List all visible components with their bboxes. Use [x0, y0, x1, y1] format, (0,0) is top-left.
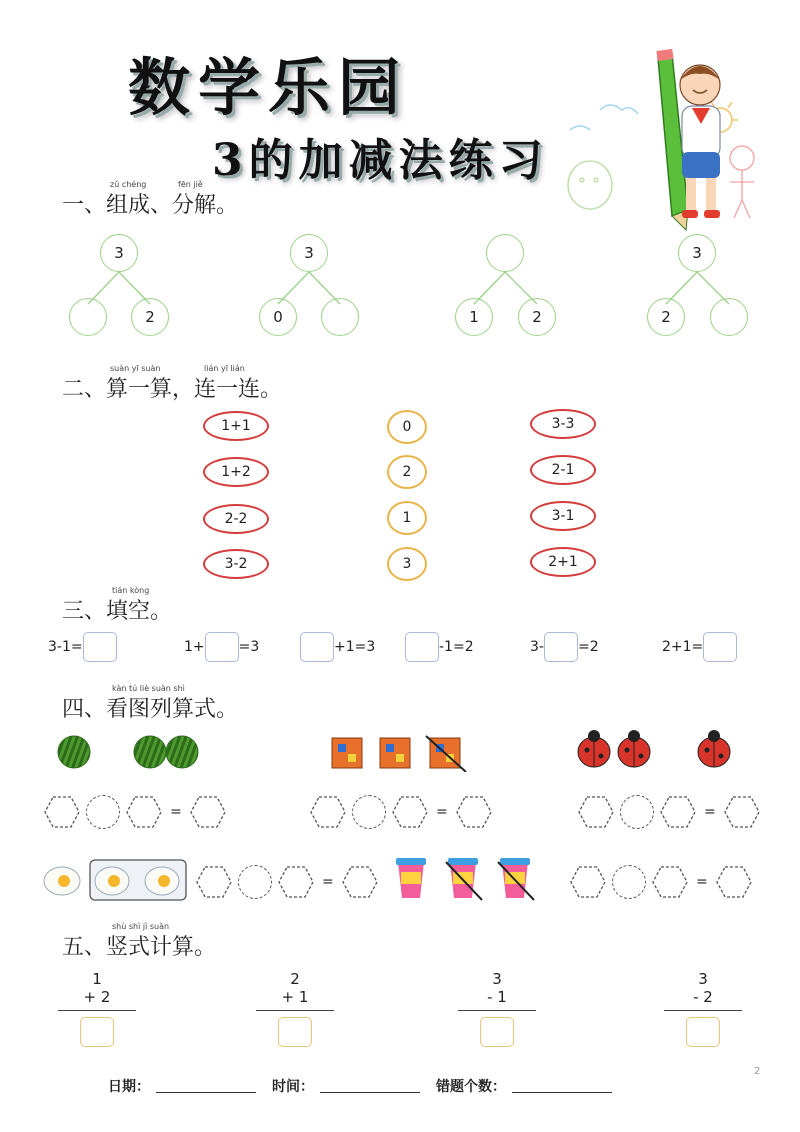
vertical-calc-2 [250, 970, 340, 1051]
fill-5-box[interactable] [544, 632, 578, 662]
section-5-heading: 五、竖式计算。 [62, 935, 217, 960]
equation-row-2 [310, 795, 492, 829]
page-number: 2 [754, 1066, 761, 1077]
match-left-3[interactable]: 2-2 [203, 504, 269, 534]
equation-row-3 [578, 795, 760, 829]
composition-3-left[interactable]: 1 [455, 298, 493, 336]
circle-blank[interactable] [86, 795, 120, 829]
equals-sign: = [704, 804, 716, 820]
section-5-pinyin: shù shì jì suàn [112, 922, 170, 931]
vertical-calc-3 [452, 970, 542, 1051]
hexagon-blank[interactable] [724, 796, 760, 828]
section-1-pinyin-2: fēn jiě [178, 180, 203, 189]
hexagon-blank[interactable] [652, 866, 688, 898]
composition-4-top[interactable]: 3 [678, 234, 716, 272]
fill-2-box[interactable] [205, 632, 239, 662]
fill-3: +1=3 [300, 632, 375, 662]
crossed-cup-icon [446, 858, 482, 900]
ladybug-icon [578, 730, 610, 767]
errors-label: 错题个数： [436, 1079, 506, 1095]
fried-egg-icon [145, 867, 179, 895]
page-title: 数学乐园 [128, 51, 409, 124]
hexagon-blank[interactable] [570, 866, 606, 898]
vertical-2-answer-box[interactable] [278, 1017, 312, 1047]
time-label: 时间： [272, 1079, 314, 1095]
vertical-4-answer-box[interactable] [686, 1017, 720, 1047]
cube-icon [332, 738, 362, 768]
match-left-1[interactable]: 1+1 [203, 411, 269, 441]
fill-1-box[interactable] [83, 632, 117, 662]
vertical-1-op: + 2 [83, 988, 111, 1006]
vertical-1-top: 1 [92, 970, 102, 988]
composition-4-left[interactable]: 2 [647, 298, 685, 336]
match-right-4[interactable]: 2+1 [530, 547, 596, 577]
hexagon-blank[interactable] [190, 796, 226, 828]
crossed-cup-icon [498, 858, 534, 900]
vertical-3-answer-box[interactable] [480, 1017, 514, 1047]
section-1-pinyin-1: zǔ chéng [110, 180, 147, 189]
match-left-4[interactable]: 3-2 [203, 549, 269, 579]
watermelon-icon [166, 736, 198, 768]
fried-egg-icon [44, 867, 80, 895]
fill-1: 3-1= [48, 632, 117, 662]
hexagon-blank[interactable] [578, 796, 614, 828]
section-2-pinyin-1: suàn yī suàn [110, 364, 161, 373]
composition-3-top[interactable] [486, 234, 524, 272]
hexagon-blank[interactable] [456, 796, 492, 828]
hexagon-blank[interactable] [716, 866, 752, 898]
fried-egg-icon [95, 867, 129, 895]
composition-2-left[interactable]: 0 [259, 298, 297, 336]
hexagon-blank[interactable] [342, 866, 378, 898]
equation-row-5 [570, 865, 752, 899]
equation-row-4 [196, 865, 378, 899]
equals-sign: = [322, 874, 334, 890]
vertical-2-top: 2 [290, 970, 300, 988]
circle-blank[interactable] [352, 795, 386, 829]
section-4-heading: 四、看图列算式。 [62, 697, 239, 722]
circle-blank[interactable] [238, 865, 272, 899]
ladybug-icon [698, 730, 730, 767]
match-middle-3[interactable]: 1 [387, 501, 427, 535]
egg-group [40, 858, 190, 902]
composition-2-top[interactable]: 3 [290, 234, 328, 272]
fill-4: -1=2 [405, 632, 474, 662]
hexagon-blank[interactable] [660, 796, 696, 828]
section-3-heading: 三、填空。 [62, 599, 173, 624]
match-right-3[interactable]: 3-1 [530, 501, 596, 531]
vertical-2-op: + 1 [281, 988, 309, 1006]
watermelon-group [52, 732, 212, 772]
date-field[interactable] [156, 1092, 256, 1093]
vertical-4-top: 3 [698, 970, 708, 988]
composition-1-right[interactable]: 2 [131, 298, 169, 336]
vertical-calc-4 [658, 970, 748, 1051]
watermelon-icon [134, 736, 166, 768]
cup-group [392, 856, 542, 902]
section-2-heading: 二、算一算，连一连。 [62, 377, 283, 402]
fill-6-box[interactable] [703, 632, 737, 662]
boy-with-pencil-illustration [560, 40, 760, 240]
ladybug-group [574, 726, 744, 772]
errors-field[interactable] [512, 1092, 612, 1093]
fill-3-box[interactable] [300, 632, 334, 662]
cube-group [330, 732, 470, 772]
equals-sign: = [436, 804, 448, 820]
section-4-pinyin: kàn tú liè suàn shì [112, 684, 185, 693]
fill-4-box[interactable] [405, 632, 439, 662]
ladybug-icon [618, 730, 650, 767]
composition-3-right[interactable]: 2 [518, 298, 556, 336]
hexagon-blank[interactable] [196, 866, 232, 898]
hexagon-blank[interactable] [310, 796, 346, 828]
hexagon-blank[interactable] [392, 796, 428, 828]
section-2-pinyin-2: lián yī lián [204, 364, 245, 373]
composition-1-top[interactable]: 3 [100, 234, 138, 272]
equation-row-1 [44, 795, 226, 829]
vertical-calc-1 [52, 970, 142, 1051]
circle-blank[interactable] [620, 795, 654, 829]
match-left-2[interactable]: 1+2 [203, 457, 269, 487]
match-right-2[interactable]: 2-1 [530, 455, 596, 485]
composition-4-right[interactable] [710, 298, 748, 336]
match-middle-2[interactable]: 2 [387, 455, 427, 489]
vertical-4-op: - 2 [693, 988, 713, 1006]
vertical-1-answer-box[interactable] [80, 1017, 114, 1047]
match-middle-1[interactable]: 0 [387, 410, 427, 444]
equals-sign: = [696, 874, 708, 890]
fill-6: 2+1= [662, 632, 737, 662]
match-middle-4[interactable]: 3 [387, 547, 427, 581]
hexagon-blank[interactable] [126, 796, 162, 828]
match-right-1[interactable]: 3-3 [530, 409, 596, 439]
equals-sign: = [170, 804, 182, 820]
circle-blank[interactable] [612, 865, 646, 899]
watermelon-icon [58, 736, 90, 768]
section-3-pinyin: tián kòng [112, 586, 150, 595]
composition-1-left[interactable] [69, 298, 107, 336]
footer [108, 1076, 628, 1096]
page-subtitle: 3的加减法练习 [212, 135, 549, 186]
time-field[interactable] [320, 1092, 420, 1093]
hexagon-blank[interactable] [278, 866, 314, 898]
vertical-3-op: - 1 [487, 988, 507, 1006]
section-1-heading: 一、组成、分解。 [62, 193, 239, 218]
cube-icon [380, 738, 410, 768]
fill-5: 3- =2 [530, 632, 599, 662]
cup-icon [396, 858, 426, 898]
date-label: 日期： [108, 1079, 150, 1095]
fill-2: 1+ =3 [184, 632, 259, 662]
crossed-cube-icon [426, 736, 466, 772]
composition-2-right[interactable] [321, 298, 359, 336]
vertical-3-top: 3 [492, 970, 502, 988]
hexagon-blank[interactable] [44, 796, 80, 828]
